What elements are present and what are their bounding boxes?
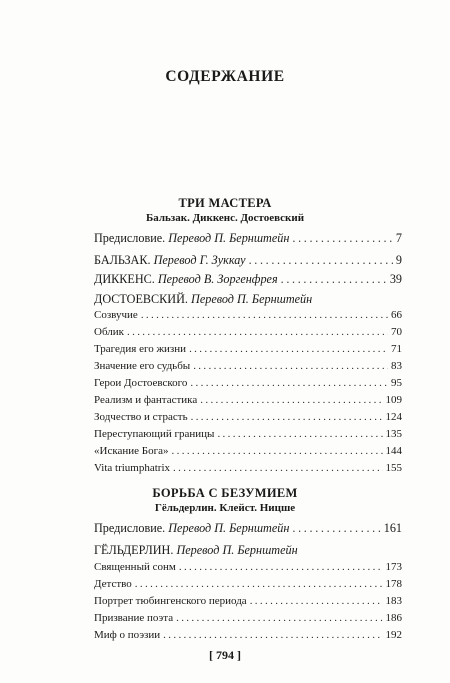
page-folio: [ 794 ] (209, 648, 241, 662)
dot-leader (217, 428, 382, 440)
dot-leader (176, 612, 382, 624)
dot-leader (281, 272, 387, 287)
toc-item[interactable] (94, 595, 402, 611)
toc-item[interactable] (94, 377, 402, 393)
page-number: 71 (391, 343, 402, 355)
part-subtitle: Бальзак. Диккенс. Достоевский (145, 212, 305, 224)
dot-leader (190, 377, 388, 389)
section-title: ГЁЛЬДЕРЛИН. (94, 543, 174, 557)
part-heading (0, 196, 450, 225)
item-title: Миф о поэзии (94, 629, 161, 641)
toc-entry[interactable] (94, 253, 402, 269)
item-title: Реализм и фантастика (94, 394, 198, 406)
toc-item[interactable] (94, 394, 402, 410)
entry-title: Предисловие. (94, 521, 166, 535)
page-number: 7 (395, 231, 402, 245)
toc-item[interactable] (94, 561, 402, 577)
dot-leader (179, 561, 383, 573)
item-title: Облик (94, 326, 124, 338)
item-title: Vita triumphatrix (94, 462, 171, 474)
toc-entry[interactable] (94, 272, 402, 288)
toc-item[interactable] (94, 326, 402, 342)
translator-credit: Перевод П. Бернштейн (168, 521, 290, 535)
toc-item[interactable] (94, 612, 402, 628)
page-title: СОДЕРЖАНИЕ (165, 68, 285, 85)
item-title: Портрет тюбингенского периода (94, 595, 247, 607)
part-title: ТРИ МАСТЕРА (178, 196, 272, 210)
page-number: 70 (391, 326, 402, 338)
page-number: 66 (391, 309, 402, 321)
toc-item[interactable] (94, 428, 402, 444)
page-number: 95 (391, 377, 402, 389)
dot-leader (172, 445, 383, 457)
page-number: 135 (385, 428, 402, 440)
part-title: БОРЬБА С БЕЗУМИЕМ (152, 486, 298, 500)
item-title: Священный сонм (94, 561, 176, 573)
page-number: 192 (385, 629, 402, 641)
toc-item[interactable] (94, 411, 402, 427)
page-number: 83 (391, 360, 402, 372)
section-heading (94, 292, 312, 307)
entry-title: БАЛЬЗАК. (94, 253, 151, 267)
item-title: Созвучие (94, 309, 138, 321)
page-number: 124 (385, 411, 402, 423)
page-number: 161 (383, 521, 402, 535)
section-heading (94, 543, 298, 558)
dot-leader (189, 343, 388, 355)
page-number: 109 (385, 394, 402, 406)
toc-item[interactable] (94, 578, 402, 594)
toc-entry[interactable] (94, 231, 402, 247)
page-number: 39 (389, 272, 402, 286)
toc-item[interactable] (94, 445, 402, 461)
entry-title: ДИККЕНС. (94, 272, 155, 286)
item-title: Герои Достоевского (94, 377, 188, 389)
item-title: Значение его судьбы (94, 360, 191, 372)
dot-leader (191, 411, 383, 423)
toc-item[interactable] (94, 462, 402, 478)
page-number: 183 (385, 595, 402, 607)
entry-title: Предисловие. (94, 231, 166, 245)
dot-leader (141, 309, 388, 321)
page-number: 186 (385, 612, 402, 624)
section-title: ДОСТОЕВСКИЙ. (94, 292, 188, 306)
dot-leader (292, 521, 380, 536)
dot-leader (292, 231, 392, 246)
item-title: Призвание поэта (94, 612, 174, 624)
toc-item[interactable] (94, 309, 402, 325)
dot-leader (135, 578, 383, 590)
item-title: Переступающий границы (94, 428, 215, 440)
dot-leader (127, 326, 388, 338)
page-number: 155 (385, 462, 402, 474)
translator-credit: Перевод Г. Зуккау (153, 253, 246, 267)
page-number: 9 (395, 253, 402, 267)
translator-credit: Перевод П. Бернштейн (168, 231, 290, 245)
item-title: Детство (94, 578, 132, 590)
toc-item[interactable] (94, 360, 402, 376)
page-number: 178 (385, 578, 402, 590)
page-number: 173 (385, 561, 402, 573)
dot-leader (200, 394, 382, 406)
dot-leader (173, 462, 382, 474)
toc-item[interactable] (94, 629, 402, 645)
part-subtitle: Гёльдерлин. Клейст. Ницше (154, 502, 296, 514)
dot-leader (250, 595, 383, 607)
translator-credit: Перевод П. Бернштейн (191, 292, 313, 306)
item-title: Трагедия его жизни (94, 343, 187, 355)
dot-leader (193, 360, 388, 372)
part-heading (0, 486, 450, 515)
toc-entry[interactable] (94, 521, 402, 537)
dot-leader (163, 629, 382, 641)
page-number: 144 (385, 445, 402, 457)
toc-item[interactable] (94, 343, 402, 359)
item-title: «Искание Бога» (94, 445, 169, 457)
item-title: Зодчество и страсть (94, 411, 188, 423)
translator-credit: Перевод В. Зоргенфрея (157, 272, 278, 286)
dot-leader (249, 253, 393, 268)
translator-credit: Перевод П. Бернштейн (176, 543, 298, 557)
